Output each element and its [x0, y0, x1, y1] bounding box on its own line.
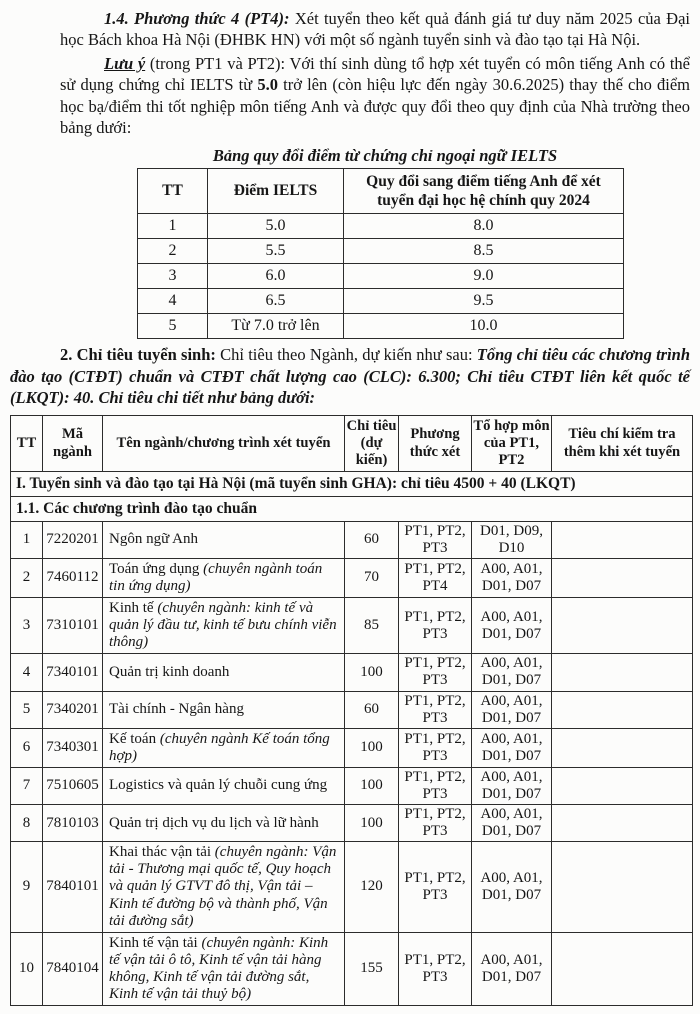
pt4-text: Xét tuyển theo kết quả đánh giá tư duy năm 2025 của Đại học Bách khoa Hà Nội (ĐHBK HN) với một số ngành tuyển sinh và đào tạo tại Hà Nội.	[60, 9, 690, 50]
cell-converted: 9.5	[344, 289, 624, 314]
cell-name: Quản trị dịch vụ du lịch và lữ hành	[103, 805, 345, 842]
quota-paragraph	[10, 344, 690, 408]
quota-emphasis: Tổng chỉ tiêu các chương trình đào tạo (CTĐT) chuẩn và CTĐT chất lượng cao (CLC): 6.300; Chỉ tiêu CTĐT liên kết quốc tế (LKQT): 40. Chỉ tiêu chi tiết như bảng dưới:	[10, 345, 691, 408]
main-header-row	[11, 415, 693, 472]
cell-quota: 85	[345, 598, 399, 654]
cell-combos: A00, A01, D01, D07	[472, 728, 552, 767]
cell-combos: A00, A01, D01, D07	[472, 654, 552, 691]
cell-combos: A00, A01, D01, D07	[472, 598, 552, 654]
cell-combos: A00, A01, D01, D07	[472, 932, 552, 1005]
cell-score: Từ 7.0 trở lên	[208, 314, 344, 339]
cell-name: Tài chính - Ngân hàng	[103, 691, 345, 728]
cell-extra	[552, 805, 693, 842]
cell-name: Kinh tế (chuyên ngành: kinh tế và quản lý đầu tư, kinh tế bưu chính viễn thông)	[103, 598, 345, 654]
section-row-standard-programs	[11, 497, 693, 522]
cell-methods: PT1, PT2, PT3	[399, 654, 472, 691]
cell-score: 6.5	[208, 289, 344, 314]
table-row	[11, 728, 693, 767]
cell-score: 6.0	[208, 264, 344, 289]
cell-tt: 3	[138, 264, 208, 289]
cell-extra	[552, 842, 693, 932]
cell-quota: 100	[345, 805, 399, 842]
cell-extra	[552, 691, 693, 728]
table-row	[11, 521, 693, 558]
cell-converted: 9.0	[344, 264, 624, 289]
section-row-hanoi	[11, 472, 693, 497]
cell-quota: 100	[345, 654, 399, 691]
ielts-note-paragraph	[60, 53, 690, 139]
cell-quota: 155	[345, 932, 399, 1005]
col-header-quota: Chỉ tiêu (dự kiến)	[345, 415, 399, 472]
cell-converted: 10.0	[344, 314, 624, 339]
cell-quota: 120	[345, 842, 399, 932]
cell-name: Khai thác vận tải (chuyên ngành: Vận tải - Thương mại quốc tế, Quy hoạch và quản lý GTVT đô thị, Vận tải – Kinh tế đường bộ và thành phố, Vận tải đường sắt)	[103, 842, 345, 932]
cell-methods: PT1, PT2, PT3	[399, 932, 472, 1005]
cell-tt: 3	[11, 598, 43, 654]
cell-extra	[552, 932, 693, 1005]
table-row	[11, 932, 693, 1005]
col-header-tt: TT	[11, 415, 43, 472]
cell-tt: 2	[138, 239, 208, 264]
quota-text: Chỉ tiêu theo Ngành, dự kiến như sau:	[220, 345, 473, 365]
cell-methods: PT1, PT2, PT3	[399, 598, 472, 654]
cell-combos: A00, A01, D01, D07	[472, 558, 552, 597]
cell-methods: PT1, PT2, PT3	[399, 842, 472, 932]
cell-methods: PT1, PT2, PT3	[399, 767, 472, 804]
cell-tt: 2	[11, 558, 43, 597]
cell-tt: 4	[138, 289, 208, 314]
table-row	[138, 214, 624, 239]
ielts-col-header-tt: TT	[138, 168, 208, 214]
section-title: I. Tuyển sinh và đào tạo tại Hà Nội (mã tuyển sinh GHA): chỉ tiêu 4500 + 40 (LKQT)	[11, 472, 693, 497]
note-text-post: trở lên (còn hiệu lực đến ngày 30.6.2025) thay thế cho điểm học bạ/điểm thi tốt nghiệp môn tiếng Anh và được quy đổi theo quy định của Nhà trường theo bảng dưới:	[60, 75, 691, 138]
table-row	[11, 842, 693, 932]
table-row	[11, 598, 693, 654]
ielts-header-row	[138, 168, 624, 214]
cell-code: 7460112	[43, 558, 103, 597]
admission-quota-table	[10, 415, 693, 1006]
cell-converted: 8.0	[344, 214, 624, 239]
ielts-conversion-table	[137, 168, 624, 340]
cell-combos: A00, A01, D01, D07	[472, 805, 552, 842]
cell-name: Toán ứng dụng (chuyên ngành toán tin ứng dụng)	[103, 558, 345, 597]
note-label: Lưu ý	[104, 53, 146, 73]
col-header-methods: Phương thức xét	[399, 415, 472, 472]
cell-extra	[552, 728, 693, 767]
table-row	[11, 767, 693, 804]
table-row	[138, 239, 624, 264]
cell-score: 5.5	[208, 239, 344, 264]
cell-code: 7840101	[43, 842, 103, 932]
cell-tt: 8	[11, 805, 43, 842]
cell-tt: 1	[11, 521, 43, 558]
ielts-col-header-score: Điểm IELTS	[208, 168, 344, 214]
table-row	[11, 805, 693, 842]
cell-tt: 7	[11, 767, 43, 804]
pt4-paragraph	[60, 8, 690, 51]
cell-tt: 5	[11, 691, 43, 728]
col-header-extra: Tiêu chí kiểm tra thêm khi xét tuyển	[552, 415, 693, 472]
note-ielts-score: 5.0	[257, 75, 278, 95]
cell-methods: PT1, PT2, PT3	[399, 691, 472, 728]
cell-tt: 4	[11, 654, 43, 691]
cell-name: Kế toán (chuyên ngành Kế toán tổng hợp)	[103, 728, 345, 767]
table-row	[138, 289, 624, 314]
cell-combos: D01, D09, D10	[472, 521, 552, 558]
table-row	[11, 654, 693, 691]
table-row	[138, 314, 624, 339]
col-header-name: Tên ngành/chương trình xét tuyển	[103, 415, 345, 472]
cell-extra	[552, 521, 693, 558]
note-text-pre: (trong PT1 và PT2): Với thí sinh dùng tổ hợp xét tuyển có môn tiếng Anh có thể sử dụng chứng chỉ IELTS từ	[60, 53, 691, 95]
cell-quota: 60	[345, 521, 399, 558]
cell-tt: 10	[11, 932, 43, 1005]
cell-tt: 9	[11, 842, 43, 932]
ielts-col-header-converted: Quy đổi sang điểm tiếng Anh để xét tuyển đại học hệ chính quy 2024	[344, 168, 624, 214]
cell-code: 7220201	[43, 521, 103, 558]
cell-quota: 100	[345, 767, 399, 804]
col-header-code: Mã ngành	[43, 415, 103, 472]
cell-extra	[552, 598, 693, 654]
pt4-label: 1.4. Phương thức 4 (PT4):	[104, 9, 290, 28]
col-header-combos: Tổ hợp môn của PT1, PT2	[472, 415, 552, 472]
cell-quota: 70	[345, 558, 399, 597]
table-row	[138, 264, 624, 289]
cell-score: 5.0	[208, 214, 344, 239]
cell-code: 7340201	[43, 691, 103, 728]
cell-methods: PT1, PT2, PT3	[399, 521, 472, 558]
cell-extra	[552, 767, 693, 804]
cell-tt: 1	[138, 214, 208, 239]
cell-name: Kinh tế vận tải (chuyên ngành: Kinh tế vận tải ô tô, Kinh tế vận tải hàng không, Kinh tế vận tải đường sắt, Kinh tế vận tải thuỷ bộ)	[103, 932, 345, 1005]
cell-name: Quản trị kinh doanh	[103, 654, 345, 691]
cell-tt: 5	[138, 314, 208, 339]
cell-tt: 6	[11, 728, 43, 767]
cell-name: Ngôn ngữ Anh	[103, 521, 345, 558]
section-title: 1.1. Các chương trình đào tạo chuẩn	[11, 497, 693, 522]
cell-combos: A00, A01, D01, D07	[472, 691, 552, 728]
cell-quota: 100	[345, 728, 399, 767]
cell-code: 7510605	[43, 767, 103, 804]
cell-code: 7810103	[43, 805, 103, 842]
cell-methods: PT1, PT2, PT3	[399, 728, 472, 767]
cell-code: 7340301	[43, 728, 103, 767]
cell-combos: A00, A01, D01, D07	[472, 842, 552, 932]
ielts-table-title: Bảng quy đổi điểm từ chứng chỉ ngoại ngữ IELTS	[212, 145, 558, 165]
quota-label: 2. Chỉ tiêu tuyển sinh:	[60, 345, 216, 365]
cell-code: 7340101	[43, 654, 103, 691]
table-row	[11, 691, 693, 728]
cell-name: Logistics và quản lý chuỗi cung ứng	[103, 767, 345, 804]
cell-code: 7310101	[43, 598, 103, 654]
table-row	[11, 558, 693, 597]
cell-code: 7840104	[43, 932, 103, 1005]
cell-combos: A00, A01, D01, D07	[472, 767, 552, 804]
cell-quota: 60	[345, 691, 399, 728]
cell-extra	[552, 654, 693, 691]
cell-methods: PT1, PT2, PT3	[399, 805, 472, 842]
cell-methods: PT1, PT2, PT4	[399, 558, 472, 597]
cell-extra	[552, 558, 693, 597]
cell-converted: 8.5	[344, 239, 624, 264]
